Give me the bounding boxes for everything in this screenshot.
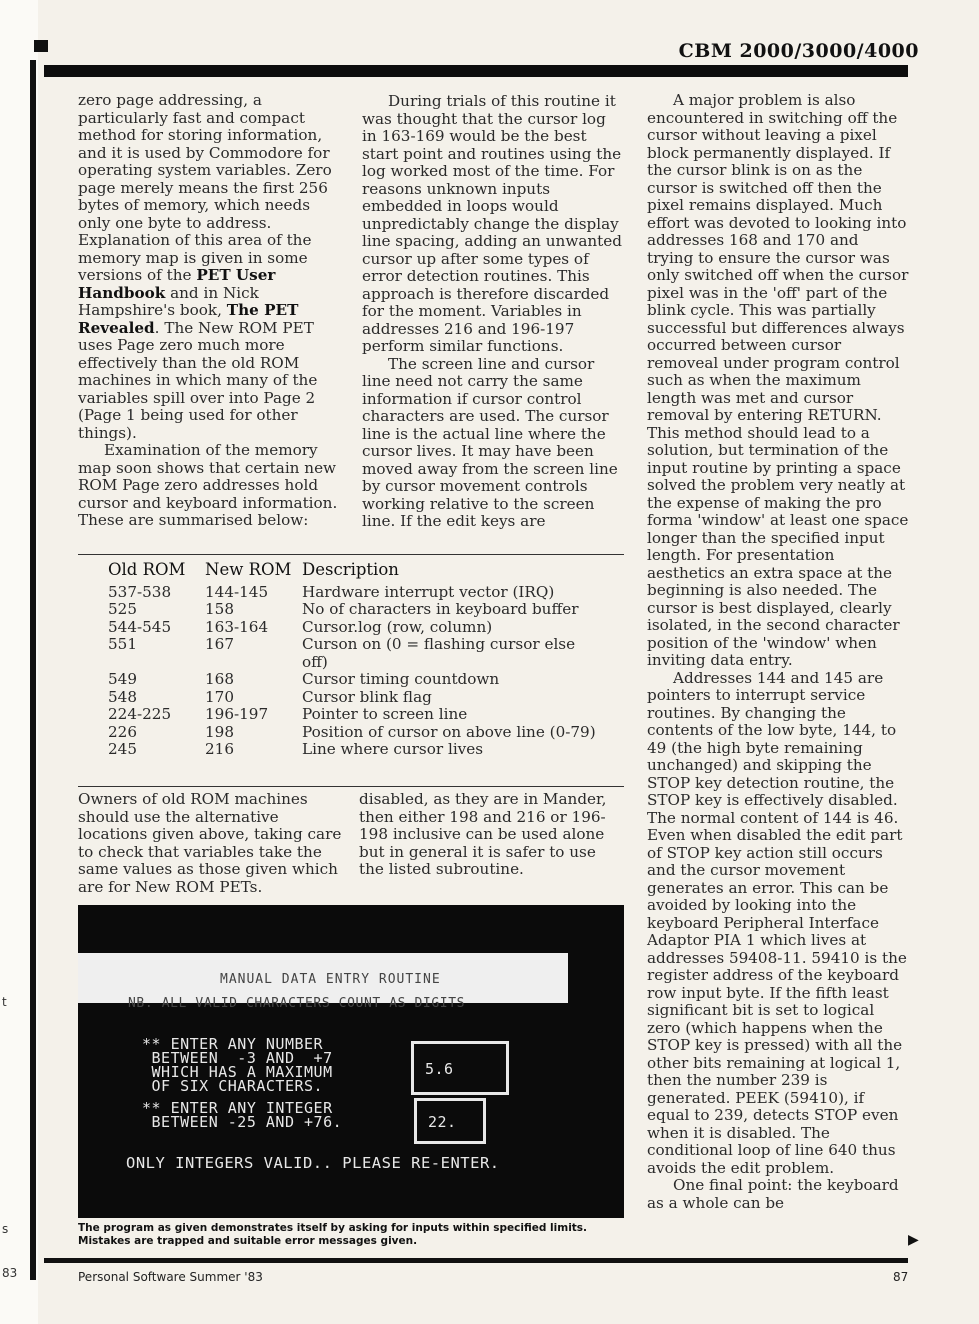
new-rom-cell: 167 (205, 635, 234, 653)
screen-title: MANUAL DATA ENTRY ROUTINE (220, 972, 441, 987)
header-rule (44, 65, 908, 77)
table-row (108, 724, 602, 742)
running-header: CBM 2000/3000/4000 (678, 40, 919, 62)
bold-book-title: The PET Revealed (78, 301, 299, 337)
table-header-old-rom: Old ROM (108, 560, 186, 579)
description-cell: Line where cursor lives (302, 740, 484, 758)
new-rom-cell: 168 (205, 670, 234, 688)
old-rom-cell: 226 (108, 722, 137, 741)
input-value-1: 5.6 (425, 1060, 454, 1078)
bold-book-title: PET User Handbook (78, 266, 276, 302)
column-2-lower (359, 791, 624, 879)
footer-publication: Personal Software Summer '83 (78, 1270, 263, 1284)
column-1-paragraph-1 (78, 92, 346, 442)
old-rom-cell: 537-538 (108, 582, 172, 601)
table-row (108, 689, 602, 707)
input-box-2 (414, 1098, 486, 1144)
input-value-2: 22. (428, 1113, 457, 1131)
program-screenshot (78, 905, 624, 1218)
left-registration-mark (34, 40, 48, 52)
description-cell: Cursor.log (row, column) (302, 617, 493, 636)
column-2-paragraph-2: The screen line and cursor line need not carry the same information if cursor control characters are used. The cursor line is the actual line where the cursor lives. It may have been moved away from the screen line by cursor movement controls working relative to the screen line. If the edit keys are (362, 354, 618, 530)
screen-prompt-2: ** ENTER ANY INTEGER BETWEEN -25 AND +76. (142, 1099, 343, 1131)
screen-prompt-1: ** ENTER ANY NUMBER BETWEEN -3 AND +7 WHICH HAS A MAXIMUM OF SIX CHARACTERS. (142, 1035, 333, 1095)
text-run: zero page addressing, a particularly fast and compact method for storing information, and it is used by Commodore for operating system variables. Zero page merely means the first 256 bytes of memory, which needs only one byte to address. Explanation of this area of the memory map is given in some versions of the (78, 91, 332, 284)
new-rom-cell: 163-164 (205, 617, 269, 636)
column-3-paragraph-1: A major problem is also encountered in switching off the cursor without leaving a pixel block permanently displayed. If the cursor blink is on as the cursor is switched off then the pixel remains displayed. Much effort was devoted to looking into addresses 168 and 170 and trying to ensure the cursor was only switched off when the cursor pixel was in the 'off' part of the blink cycle. This was partially successful but differences always occurred between cursor removeal under program control such as when the maximum length was met and cursor removal by entering RETURN. This method should lead to a solution, but termination of the input routine by printing a space solved the problem very neatly at the expense of making the pro forma 'window' at least one space longer than the specified input length. For presentation aesthetics an extra space at the beginning is also needed. The cursor is best displayed, clearly isolated, in the second character position of the 'window' when inviting data entry. (647, 91, 909, 669)
old-rom-cell: 224-225 (108, 705, 172, 723)
column-1-paragraph-2: Examination of the memory map soon shows that certain new ROM Page zero addresses hold cursor and keyboard information. These are summarised below: (78, 441, 338, 529)
new-rom-cell: 198 (205, 722, 234, 741)
left-binding-bar (30, 60, 36, 1280)
table-header-description: Description (302, 560, 399, 579)
column-1-lower (78, 791, 348, 896)
column-1-lower-paragraph: Owners of old ROM machines should use the alternative locations given above, taking care to check that variables take the same values as those given which are for New ROM PETs. (78, 790, 342, 896)
old-rom-cell: 544-545 (108, 617, 172, 636)
table-row (108, 636, 602, 671)
new-rom-cell: 158 (205, 600, 234, 618)
column-1 (78, 92, 346, 530)
old-rom-cell: 551 (108, 635, 137, 653)
footer-rule (44, 1258, 908, 1263)
text-run: . The New ROM PET uses Page zero much more effectively than the old ROM machines in which many of the variables spill over into Page 2 (Page 1 being used for other things). (78, 318, 318, 442)
continue-arrow-icon: ▶ (908, 1232, 919, 1248)
table-row (108, 584, 602, 602)
new-rom-cell: 170 (205, 687, 234, 706)
table-row (108, 601, 602, 619)
old-rom-cell: 525 (108, 600, 137, 618)
figure-caption: The program as given demonstrates itself by asking for inputs within specified limits. Mistakes are trapped and suitable error messages given. (78, 1222, 588, 1247)
column-2-lower-paragraph: disabled, as they are in Mander, then either 198 and 216 or 196-198 inclusive can be used alone but in general it is safer to use the listed subroutine. (359, 790, 607, 878)
table-bottom-rule (78, 786, 624, 787)
column-3-paragraph-2: Addresses 144 and 145 are pointers to interrupt service routines. By changing the contents of the low byte, 144, to 49 (the high byte remaining unchanged) and skipping the STOP key detection routine, the STOP key is effectively disabled. The normal content of 144 is 46. Even when disabled the edit part of STOP key action still occurs and the cursor movement generates an error. This can be avoided by looking into the keyboard Peripheral Interface Adaptor PIA 1 which lives at addresses 59408-11. 59410 is the register address of the keyboard row input byte. If the fifth least significant bit is set to logical zero (which happens when the STOP key is pressed) with all the other bits remaining at logical 1, then the number 239 is generated. PEEK (59410), if equal to 239, detects STOP even when it is disabled. The conditional loop of line 640 thus avoids the edit problem. (647, 668, 907, 1177)
table-row (108, 619, 602, 637)
text-run: and in Nick Hampshire's book, (78, 283, 259, 319)
description-cell: Pointer to screen line (302, 705, 468, 723)
table-header-row (108, 561, 602, 584)
new-rom-cell: 216 (205, 740, 234, 758)
description-cell: Cursor timing countdown (302, 670, 500, 688)
column-3 (647, 92, 909, 1212)
table-row (108, 741, 602, 759)
rom-address-table (108, 561, 602, 759)
page-number: 87 (893, 1270, 909, 1284)
table-body (108, 584, 602, 759)
margin-fragment: t (2, 995, 7, 1009)
column-3-paragraph-3: One final point: the keyboard as a whole can be (647, 1176, 899, 1212)
old-rom-cell: 549 (108, 670, 137, 688)
description-cell: Hardware interrupt vector (IRQ) (302, 582, 555, 601)
old-rom-cell: 245 (108, 740, 137, 758)
table-top-rule (78, 554, 624, 555)
table-row (108, 706, 602, 724)
new-rom-cell: 196-197 (205, 705, 269, 723)
description-cell: No of characters in keyboard buffer (302, 600, 579, 618)
description-cell: Cursor blink flag (302, 687, 432, 706)
description-cell: Curson on (0 = flashing cursor else off) (302, 635, 576, 671)
margin-fragment: 83 (2, 1266, 18, 1280)
column-2 (362, 93, 624, 531)
description-cell: Position of cursor on above line (0-79) (302, 722, 596, 741)
margin-fragment: s (2, 1222, 9, 1236)
old-rom-cell: 548 (108, 687, 137, 706)
screen-note: NB. ALL VALID CHARACTERS COUNT AS DIGITS (128, 996, 466, 1011)
column-2-paragraph-1: During trials of this routine it was thought that the cursor log in 163-169 would be the best start point and routines using the log worked most of the time. For reasons unknown inputs embedded in loops would unpredictably change the display line spacing, adding an unwanted cursor up after some types of error detection routines. This approach is therefore discarded for the moment. Variables in addresses 216 and 196-197 perform similar functions. (362, 92, 622, 355)
screen-error-message: ONLY INTEGERS VALID.. PLEASE RE-ENTER. (126, 1154, 500, 1172)
table-header-new-rom: New ROM (205, 560, 292, 579)
new-rom-cell: 144-145 (205, 582, 269, 601)
input-box-1 (411, 1041, 509, 1095)
table-row (108, 671, 602, 689)
